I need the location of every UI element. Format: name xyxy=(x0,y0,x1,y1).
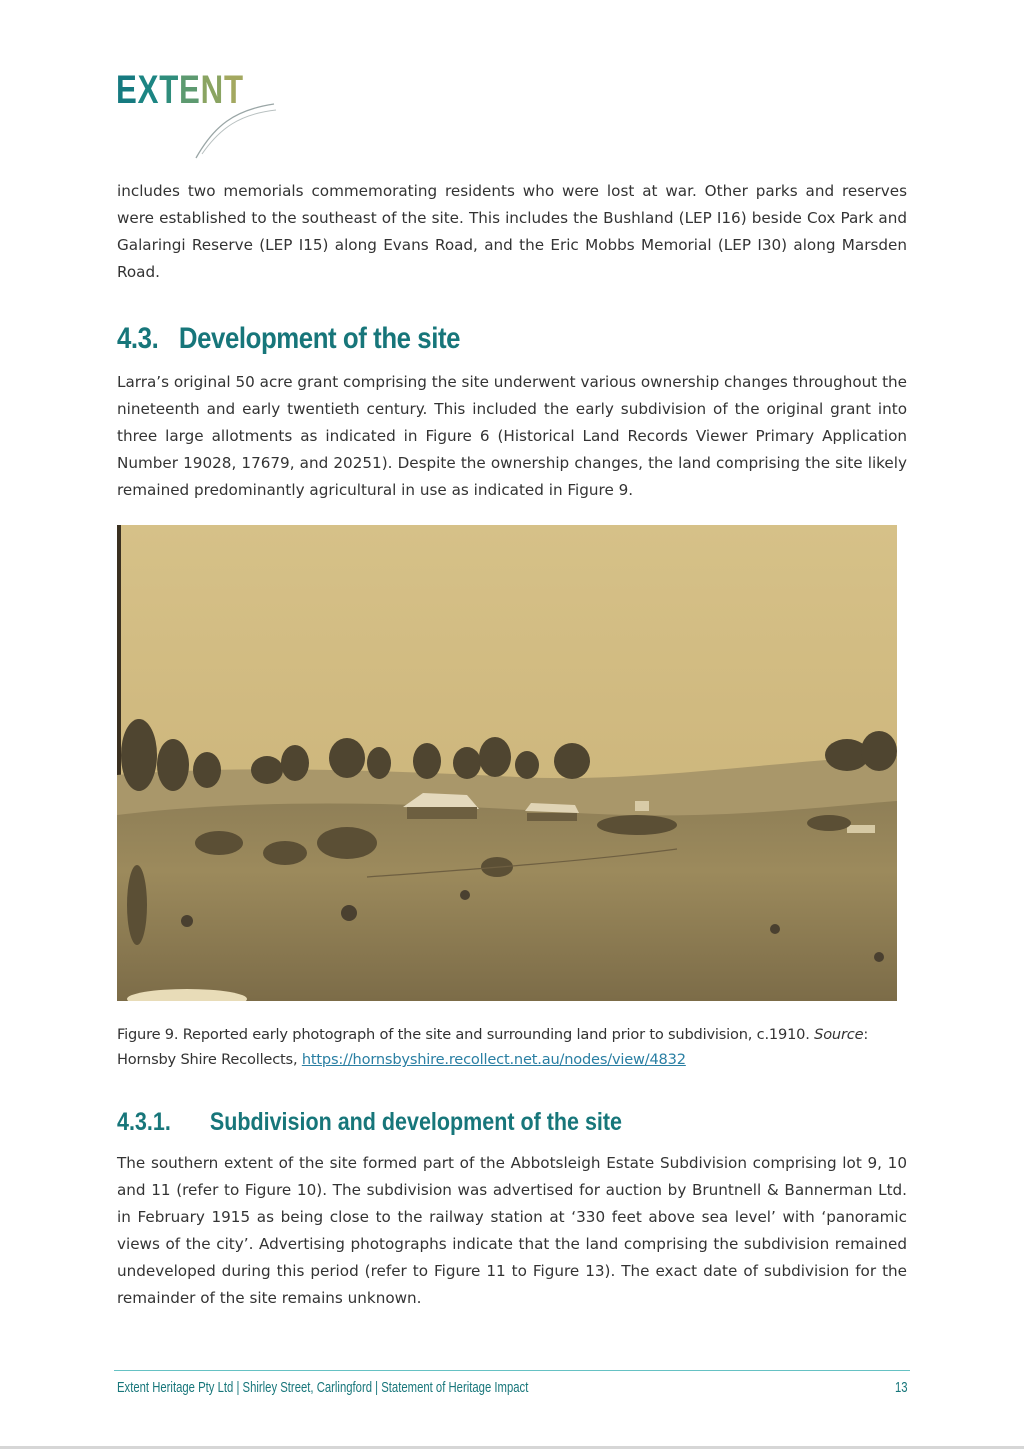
logo-letter: T xyxy=(223,68,244,112)
section-title: Subdivision and development of the site xyxy=(209,1108,623,1136)
intro-paragraph: includes two memorials commemorating residents who were lost at war. Other parks and reserves were established to the southeast of the site. This includes the Bushland (LEP I16) beside Cox Park and Galaringi Reserve (LEP I15) along Evans Road, and the Eric Mobbs Memorial (LEP I30) along Marsden Road. xyxy=(117,182,907,281)
figure-9-caption xyxy=(117,1022,907,1072)
section-4-3-1-paragraph: The southern extent of the site formed part of the Abbotsleigh Estate Subdivision comprising lot 9, 10 and 11 (refer to Figure 10). The subdivision was advertised for auction by Bruntnell & Bannerman Ltd. in February 1915 as being close to the railway station at ‘330 feet above sea level’ with ‘panoramic views of the city’. Advertising photographs indicate that the land comprising the subdivision remained undeveloped during this period (refer to Figure 11 to Figure 13). The exact date of subdivision for the remainder of the site remains unknown. xyxy=(117,1154,907,1307)
caption-source-label: Source xyxy=(814,1026,864,1043)
logo-letter: X xyxy=(137,68,160,112)
logo-letter: N xyxy=(200,68,224,112)
footer-document-info: Extent Heritage Pty Ltd | Shirley Street, Carlingford | Statement of Heritage Impact xyxy=(117,1380,529,1396)
section-title: Development of the site xyxy=(178,322,461,355)
logo-letter: E xyxy=(116,68,138,112)
landscape-photo-illustration xyxy=(117,525,897,1001)
footer-divider xyxy=(114,1370,910,1371)
section-heading-4-3 xyxy=(117,322,460,356)
source-link[interactable]: https://hornsbyshire.recollect.net.au/nodes/view/4832 xyxy=(301,1051,686,1068)
caption-source-text: Hornsby Shire Recollects, xyxy=(117,1051,302,1068)
section-4-3-paragraph: Larra’s original 50 acre grant comprising the site underwent various ownership changes throughout the nineteenth and early twentieth century. This included the early subdivision of the original grant into three large allotments as indicated in Figure 6 (Historical Land Records Viewer Primary Application Number 19028, 17679, and 20251). Despite the ownership changes, the land comprising the site likely remained predominantly agricultural in use as indicated in Figure 9. xyxy=(117,373,907,499)
page-number: 13 xyxy=(895,1380,908,1396)
section-number: 4.3.1. xyxy=(117,1108,171,1136)
section-number: 4.3. xyxy=(117,322,159,355)
logo-letter: E xyxy=(179,68,201,112)
section-heading-4-3-1 xyxy=(117,1108,622,1137)
figure-9-photograph xyxy=(117,525,897,1001)
company-logo xyxy=(116,68,286,160)
logo-swoosh-icon xyxy=(194,96,278,160)
caption-source-separator: : xyxy=(863,1026,869,1043)
caption-text: Figure 9. Reported early photograph of the site and surrounding land prior to subdivision, c.1910. xyxy=(117,1026,815,1043)
logo-letter: T xyxy=(159,68,180,112)
